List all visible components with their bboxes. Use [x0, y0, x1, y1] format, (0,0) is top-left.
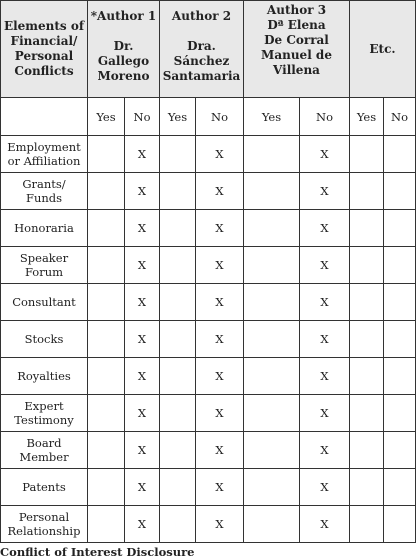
author-3-line: Dª Elena	[267, 18, 326, 32]
row-label	[1, 395, 88, 432]
mark-cell	[244, 432, 300, 469]
mark-cell	[384, 284, 416, 321]
table-row	[1, 136, 416, 173]
mark-cell: X	[300, 395, 350, 432]
mark-cell	[88, 358, 125, 395]
table-row	[1, 506, 416, 543]
mark-cell	[350, 432, 384, 469]
row-label-line: Speaker	[19, 251, 69, 265]
mark-cell: X	[125, 395, 160, 432]
mark-cell	[160, 358, 196, 395]
row-label-line: Grants/	[22, 177, 66, 191]
mark-cell	[88, 173, 125, 210]
row-label-line: Board	[26, 436, 62, 450]
yes-no-blank-cell	[1, 98, 88, 136]
mark-cell: X	[125, 358, 160, 395]
mark-cell: X	[196, 321, 244, 358]
mark-cell	[160, 395, 196, 432]
row-label	[1, 321, 88, 358]
no-label: No	[384, 98, 416, 136]
mark-cell: X	[125, 136, 160, 173]
header-row	[1, 1, 416, 98]
mark-cell: X	[125, 247, 160, 284]
mark-cell: X	[196, 136, 244, 173]
author-3-line: De Corral	[264, 33, 329, 47]
mark-cell	[88, 284, 125, 321]
mark-cell	[88, 506, 125, 543]
yes-label: Yes	[160, 98, 196, 136]
mark-cell: X	[196, 247, 244, 284]
table-row	[1, 395, 416, 432]
mark-cell: X	[196, 358, 244, 395]
mark-cell: X	[125, 210, 160, 247]
mark-cell: X	[125, 506, 160, 543]
mark-cell	[350, 136, 384, 173]
yes-label: Yes	[244, 98, 300, 136]
row-label	[1, 210, 88, 247]
row-label	[1, 358, 88, 395]
mark-cell	[88, 395, 125, 432]
header-elements-line: Personal	[14, 49, 74, 63]
mark-cell: X	[125, 173, 160, 210]
mark-cell	[384, 358, 416, 395]
mark-cell	[244, 506, 300, 543]
mark-cell: X	[300, 136, 350, 173]
row-label	[1, 247, 88, 284]
mark-cell	[244, 136, 300, 173]
table-row	[1, 173, 416, 210]
row-label	[1, 469, 88, 506]
yes-no-row	[1, 98, 416, 136]
mark-cell	[244, 469, 300, 506]
mark-cell	[88, 321, 125, 358]
header-elements-line: Conflicts	[14, 64, 74, 78]
mark-cell: X	[196, 395, 244, 432]
mark-cell	[350, 173, 384, 210]
mark-cell	[160, 506, 196, 543]
header-etc	[350, 1, 416, 98]
mark-cell: X	[196, 210, 244, 247]
mark-cell	[384, 506, 416, 543]
author-3-title: Author 3	[266, 3, 327, 17]
mark-cell	[244, 321, 300, 358]
mark-cell	[160, 210, 196, 247]
mark-cell	[160, 432, 196, 469]
table-row	[1, 284, 416, 321]
row-label-line: Employment	[7, 140, 81, 154]
mark-cell	[88, 247, 125, 284]
mark-cell	[350, 469, 384, 506]
mark-cell	[384, 173, 416, 210]
mark-cell	[88, 469, 125, 506]
row-label-line: Forum	[24, 265, 64, 279]
mark-cell	[244, 210, 300, 247]
row-label-line: Funds	[25, 191, 63, 205]
mark-cell	[88, 136, 125, 173]
mark-cell	[350, 395, 384, 432]
mark-cell	[350, 210, 384, 247]
no-label: No	[196, 98, 244, 136]
header-author-1	[88, 1, 160, 98]
author-1-line: Moreno	[97, 69, 150, 83]
table-row	[1, 210, 416, 247]
mark-cell	[160, 284, 196, 321]
header-elements-cell	[1, 1, 88, 98]
mark-cell: X	[125, 432, 160, 469]
mark-cell: X	[300, 210, 350, 247]
row-label-line: Relationship	[7, 524, 81, 538]
row-label	[1, 284, 88, 321]
mark-cell	[160, 173, 196, 210]
author-1-line: Gallego	[97, 54, 150, 68]
table-row	[1, 321, 416, 358]
row-label-line: Stocks	[24, 332, 64, 346]
mark-cell	[384, 469, 416, 506]
mark-cell	[244, 284, 300, 321]
mark-cell	[160, 136, 196, 173]
mark-cell	[384, 210, 416, 247]
row-label-line: Personal	[18, 510, 70, 524]
mark-cell	[384, 136, 416, 173]
row-label	[1, 173, 88, 210]
mark-cell	[350, 358, 384, 395]
table-row	[1, 469, 416, 506]
mark-cell	[350, 321, 384, 358]
mark-cell: X	[196, 506, 244, 543]
row-label-line: or Affiliation	[7, 154, 81, 168]
author-2-line: Sánchez	[173, 54, 230, 68]
row-label-line: Patents	[22, 480, 66, 494]
mark-cell	[350, 247, 384, 284]
mark-cell	[384, 432, 416, 469]
author-3-line: Manuel de	[261, 48, 332, 62]
header-elements-line: Elements of	[3, 19, 85, 33]
mark-cell	[384, 247, 416, 284]
row-label-line: Royalties	[17, 369, 71, 383]
mark-cell	[244, 247, 300, 284]
mark-cell	[244, 358, 300, 395]
mark-cell	[350, 284, 384, 321]
mark-cell: X	[300, 469, 350, 506]
row-label-line: Honoraria	[14, 221, 74, 235]
mark-cell	[160, 469, 196, 506]
header-elements-line: Financial/	[10, 34, 78, 48]
mark-cell: X	[300, 506, 350, 543]
mark-cell: X	[300, 358, 350, 395]
header-author-3	[244, 1, 350, 98]
yes-label: Yes	[88, 98, 125, 136]
mark-cell: X	[196, 284, 244, 321]
mark-cell	[88, 210, 125, 247]
author-3-line: Villena	[273, 63, 320, 77]
author-2-line: Santamaria	[162, 69, 241, 83]
mark-cell: X	[196, 173, 244, 210]
row-label	[1, 136, 88, 173]
author-2-line: Dra.	[187, 39, 216, 53]
row-label	[1, 506, 88, 543]
mark-cell: X	[125, 284, 160, 321]
mark-cell	[244, 173, 300, 210]
mark-cell: X	[300, 247, 350, 284]
mark-cell: X	[196, 469, 244, 506]
yes-label: Yes	[350, 98, 384, 136]
mark-cell: X	[300, 321, 350, 358]
author-2-title: Author 2	[171, 9, 232, 23]
author-1-title: *Author 1	[90, 9, 157, 23]
mark-cell: X	[196, 432, 244, 469]
mark-cell: X	[300, 173, 350, 210]
header-author-2	[160, 1, 244, 98]
table-row	[1, 358, 416, 395]
mark-cell	[88, 432, 125, 469]
etc-label: Etc.	[369, 41, 396, 56]
no-label: No	[125, 98, 160, 136]
table-caption: Conflict of Interest Disclosure	[0, 545, 195, 559]
mark-cell	[384, 395, 416, 432]
mark-cell	[160, 247, 196, 284]
mark-cell	[384, 321, 416, 358]
row-label-line: Member	[19, 450, 69, 464]
row-label-line: Consultant	[12, 295, 76, 309]
author-1-line: Dr.	[113, 39, 134, 53]
mark-cell	[160, 321, 196, 358]
mark-cell: X	[300, 432, 350, 469]
row-label	[1, 432, 88, 469]
mark-cell	[350, 506, 384, 543]
mark-cell	[244, 395, 300, 432]
no-label: No	[300, 98, 350, 136]
mark-cell: X	[125, 469, 160, 506]
mark-cell: X	[300, 284, 350, 321]
table-row	[1, 432, 416, 469]
mark-cell: X	[125, 321, 160, 358]
table-row	[1, 247, 416, 284]
row-label-line: Testimony	[14, 413, 74, 427]
row-label-line: Expert	[24, 399, 64, 413]
